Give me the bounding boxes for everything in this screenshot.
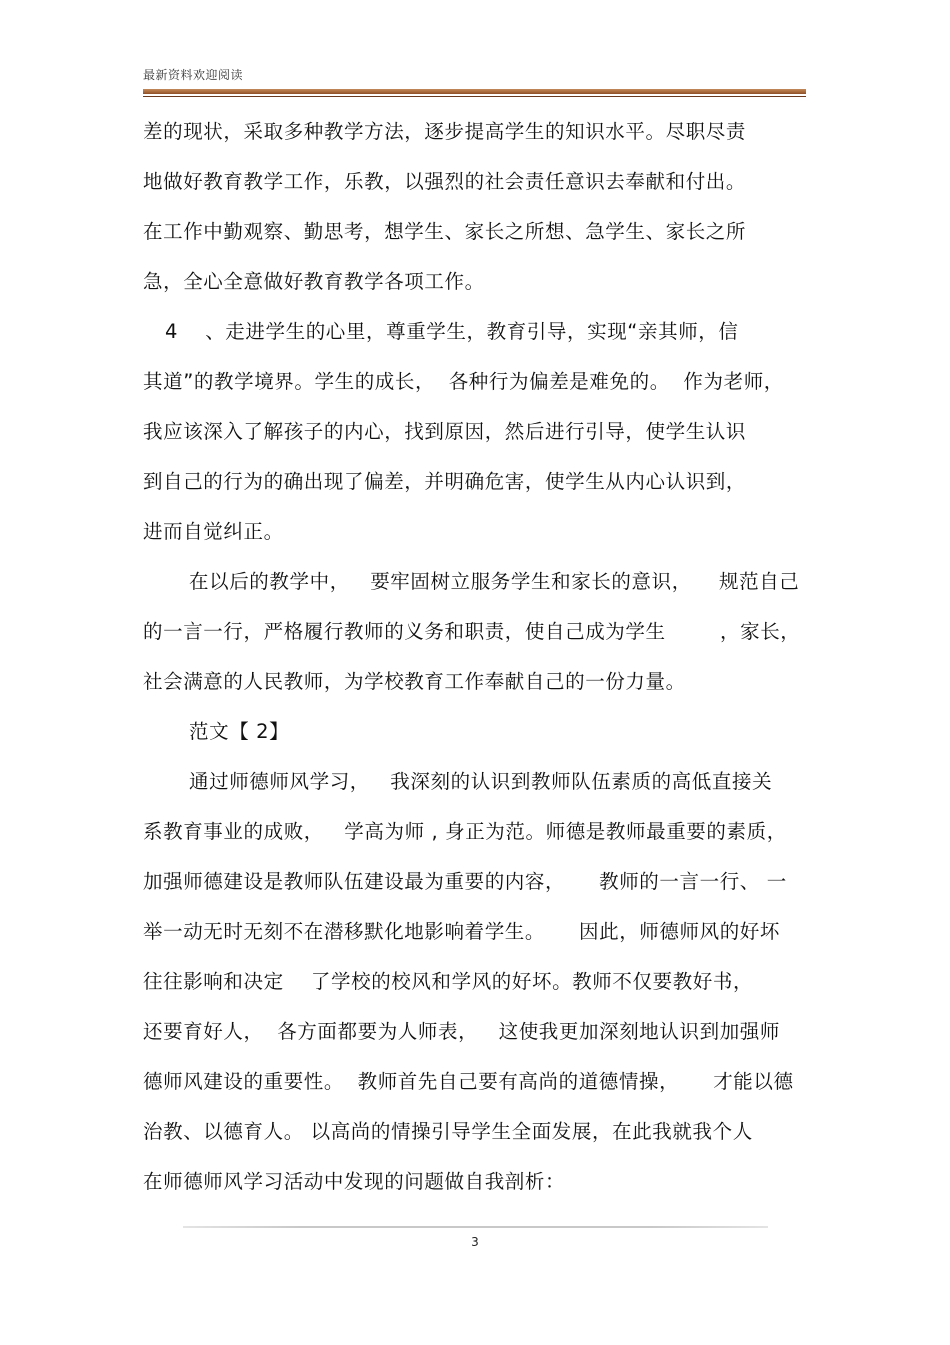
- text-line: 在工作中勤观察、勤思考，想学生、家长之所想、急学生、家长之所: [143, 220, 747, 243]
- text-line-numbered: 4 、走进学生的心里，尊重学生，教育引导，实现“亲其师，信: [165, 320, 739, 343]
- text-line-indented: 在以后的教学中， 要牢固树立服务学生和家长的意识， 规范自己: [189, 570, 800, 593]
- text-line: 举一动无时无刻不在潜移默化地影响着学生。 因此，师德师风的好坏: [143, 920, 780, 943]
- text-line: 往往影响和决定 了学校的校风和学风的好坏。教师不仅要教好书，: [143, 970, 754, 993]
- text-line: 的一言一行，严格履行教师的义务和职责，使自己成为学生 ，家长，: [143, 620, 801, 643]
- text-line: 社会满意的人民教师，为学校教育工作奉献自己的一份力量。: [143, 670, 686, 693]
- text-line: 地做好教育教学工作，乐教，以强烈的社会责任意识去奉献和付出。: [143, 170, 747, 193]
- text-line: 急，全心全意做好教育教学各项工作。: [143, 270, 485, 293]
- text-line: 加强师德建设是教师队伍建设最为重要的内容， 教师的一言一行、 一: [143, 870, 787, 893]
- text-line: 系教育事业的成败， 学高为师 , 身正为范。师德是教师最重要的素质，: [143, 820, 787, 843]
- text-line: 差的现状，采取多种教学方法，逐步提高学生的知识水平。尽职尽责: [143, 120, 747, 143]
- text-line: 到自己的行为的确出现了偏差，并明确危害，使学生从内心认识到，: [143, 470, 747, 493]
- text-line: 其道”的教学境界。学生的成长， 各种行为偏差是难免的。 作为老师，: [143, 370, 784, 393]
- document-body: [143, 120, 808, 1220]
- text-line: 进而自觉纠正。: [143, 520, 284, 543]
- text-line: 我应该深入了解孩子的内心，找到原因，然后进行引导，使学生认识: [143, 420, 747, 443]
- page-number: 3: [471, 1235, 479, 1249]
- text-line: 德师风建设的重要性。 教师首先自己要有高尚的道德情操， 才能以德: [143, 1070, 794, 1093]
- header-rule-thin: [143, 96, 806, 97]
- section-heading: 范文【 2】: [189, 720, 290, 743]
- text-line: 在师德师风学习活动中发现的问题做自我剖析：: [143, 1170, 566, 1193]
- text-line-indented: 通过师德师风学习， 我深刻的认识到教师队伍素质的高低直接关: [189, 770, 773, 793]
- page-header: 最新资料欢迎阅读: [143, 68, 244, 82]
- header-rule-thick: [143, 89, 806, 94]
- text-line: 治教、以德育人。 以高尚的情操引导学生全面发展，在此我就我个人: [143, 1120, 753, 1143]
- text-line: 还要育好人， 各方面都要为人师表， 这使我更加深刻地认识到加强师: [143, 1020, 780, 1043]
- footer-rule: [183, 1226, 768, 1228]
